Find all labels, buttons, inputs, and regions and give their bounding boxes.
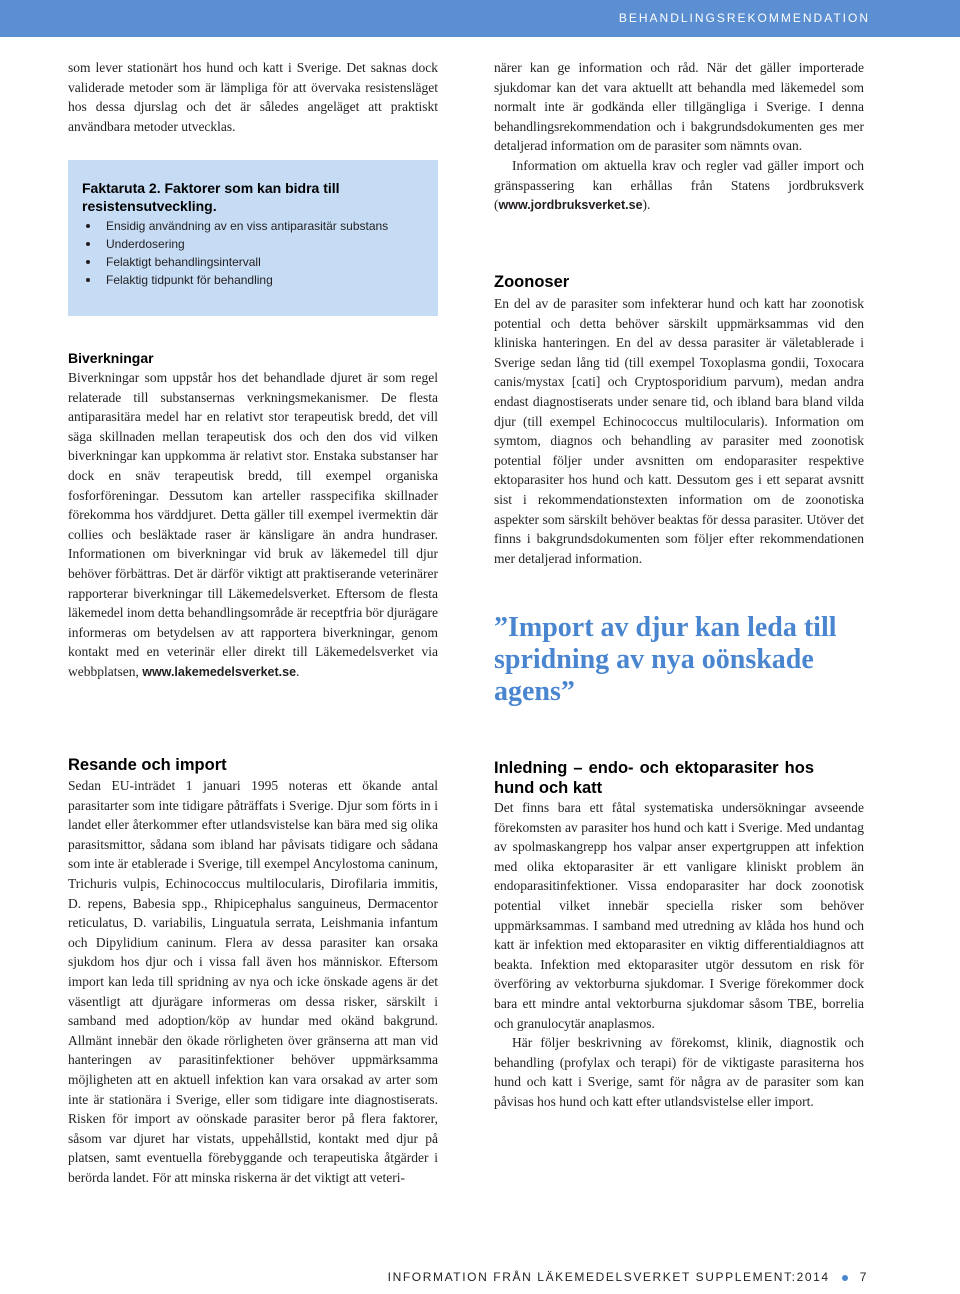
- right-intro: [494, 58, 864, 216]
- pullquote: ”Import av djur kan leda till spridning av nya oönskade agens”: [494, 612, 837, 707]
- footer-dot-icon: [842, 1275, 848, 1281]
- biverkningar-text: [68, 368, 438, 683]
- factbox-item: Felaktig tidpunkt för behandling: [82, 271, 388, 289]
- resande-text: Sedan EU-inträdet 1 januari 1995 noteras ett ökande antal parasitarter som inte tidigare påträffats i Sverige. Djur som förts in i landet eller återkommer efter utlandsvistelse kan bära med sig olika parasitsmittor, sådana som ibland har påvisats tidigare och sådana som inte är etablerade i Sverige, till exempel Ancylostoma caninum, Trichuris vulpis, Echinococcus multilocularis, Dirofilaria immitis, D. repens, Babesia spp., Rhipicephalus sanguineus, Dermacentor reticulatus, D. variabilis, Linguatula serrata, Leishmania infantum och Dipylidium caninum. Flera av dessa parasiter kan orsaka sjukdom hos djur och i vissa fall även hos människor. Eftersom import kan leda till spridning av nya och icke önskade agens är det väsentligt att djurägare informeras om dessa risker, särskilt i samband med adoption/köp av hundar med okänd bakgrund. Allmänt innebär den ökade rörligheten över gränserna att man vid hanteringen av parasitinfektioner behöver uppmärksamma möjligheten att en aktuell infektion kan vara orsakad av arter som inte är stationära i Sverige, eller som tidigare inte diagnostiserats. Risken för import av oönskade parasiter beror på flera faktorer, såsom var djuret har vistats, uppehållstid, kontakt med djur på platsen, samt eventuella förebyggande och terapeutiska åtgärder i berörda landet. För att minska riskerna är det viktigt att veteri-: [68, 778, 438, 1185]
- biverkningar-body: Biverkningar som uppstår hos det behandlade djuret är som regel relaterade till substansernas verkningsmekanismer. De flesta antiparasitära medel har en relativt stor terapeutisk bredd, det vill säga skillnaden mellan terapeutisk dos och den dos vid vilken biverkningar kan uppkomma är relativt stor. Enstaka substanser har dock en snäv terapeutisk bredd, till exempel organiska fosforföreningar. Dessutom kan arteller rasspecifika skillnader förekomma hos värddjuret. Detta gäller till exempel ivermektin där collies och besläktade raser är känsligare än andra hundraser. Informationen om biverkningar vid bruk av läkemedel till djur behöver förbättras. Det är därför viktigt att praktiserande veterinärer rapporterar biverkningar till Läkemedelsverket. Eftersom de flesta läkemedel inom detta behandlingsområde är receptfria bör djurägare informeras om betydelsen av att rapportera biverkningar, genom kontakt med en veterinär eller direkt till Läkemedelsverket via webbplatsen,: [68, 370, 438, 679]
- right-intro-text: närer kan ge information och råd. När det gäller importerade sjukdomar kan det vara aktuellt att behandla med läkemedel som normalt inte är godkända eller tillgängliga i Sverige. I denna behandlingsrekommendation och i bakgrundsdokumenten ges mer detaljerad information om de parasiter som nämnts ovan.: [494, 60, 864, 154]
- factbox-item: Felaktigt behandlingsintervall: [82, 253, 388, 271]
- inledning-text: Det finns bara ett fåtal systematiska undersökningar avseende förekomsten av parasiter hos hund och katt i Sverige. Med undantag av spolmaskangrepp hos valpar anser expertgruppen att infektion med olika ektoparasiter är ett vanligare kliniskt problem än endoparasitinfektioner. Vissa endoparasiter har dock zoonotisk potential vilket innebär speciella risker som behöver uppmärksammas. I samband med utredning av klåda hos hund och katt är infektion med ektoparasiter en viktig differentialdiagnos att beakta. Infektion med ektoparasiter utgör dessutom en risk för överföring av vektorburna sjukdomar. I Sverige förekommer dock bara ett mindre antal vektorburna sjukdomar såsom TBE, borrelia och granulocytär anaplasmos.: [494, 800, 864, 1031]
- inledning-section: [494, 758, 864, 1112]
- intro2-prefix: Information om aktuella krav och regler vad gäller import och gränspassering kan erhållas från Statens jordbruksverk (: [494, 157, 864, 213]
- header-bar: [0, 0, 960, 37]
- inledning-text-2: Här följer beskrivning av förekomst, klinik, diagnostik och behandling (profylax och terapi) för de viktigaste parasiterna hos hund och katt i Sverige, samt för några av de parasiter som kan påvisas hos hund och katt efter utlandsvistelse eller import.: [494, 1035, 864, 1109]
- factbox: [68, 160, 438, 316]
- zoonoser-heading: Zoonoser: [494, 273, 570, 291]
- factbox-list: [82, 217, 388, 289]
- left-intro-text: som lever stationärt hos hund och katt i Sverige. Det saknas dock validerade metoder som är lämpliga för att övervaka resistensläget hos dessa djurslag och det är således angeläget att praktiskt användbara metoder utvecklas.: [68, 60, 438, 134]
- jordbruksverket-link[interactable]: www.jordbruksverket.se: [498, 198, 643, 213]
- zoonoser-text: En del av de parasiter som infekterar hund och katt har zoonotisk potential och detta behöver särskilt uppmärksammas vid den kliniska hanteringen. En del av dessa parasiter är väletablerade i Sverige sedan lång tid (till exempel Toxoplasma gondii, Toxocara canis/mystax [cati] och Cryptosporidium parvum), medan andra endast diagnostiserats under senare tid, och ibland bara bland vilda djur (till exempel Echinococcus multilocularis). Information om symtom, diagnos och behandling av parasiter med zoonotisk potential följer under avsnitten om endoparasiter respektive ektoparasiter hos hund och katt. Dessutom ges i ett separat avsnitt sist i rekommendationstexten information om de zoonotiska aspekter som särskilt behöver beaktas för dessa parasiter. Utöver det finns i bakgrundsdokumenten som följer efter rekommendationen mer detaljerad information.: [494, 296, 864, 566]
- lakemedelsverket-link[interactable]: www.lakemedelsverket.se: [142, 664, 297, 679]
- left-intro: [68, 58, 438, 136]
- biverkningar-heading: Biverkningar: [68, 350, 154, 366]
- intro2-suffix: ).: [642, 197, 651, 213]
- footer-publication: INFORMATION FRÅN LÄKEMEDELSVERKET SUPPLEMENT:2014: [387, 1270, 830, 1284]
- section-label: BEHANDLINGSREKOMMENDATION: [618, 11, 870, 25]
- resande-heading: Resande och import: [68, 756, 227, 774]
- footer: [388, 1270, 868, 1284]
- page-number: 7: [859, 1270, 868, 1284]
- resande-section: [68, 754, 438, 1187]
- biverkningar-section: [68, 348, 438, 683]
- link-suffix: .: [296, 663, 300, 679]
- inledning-heading: Inledning – endo- och ektoparasiter hos hund och katt: [494, 759, 814, 797]
- zoonoser-section: [494, 270, 864, 568]
- factbox-item: Ensidig användning av en viss antiparasitär substans: [82, 217, 388, 235]
- right-intro-text-2: [494, 156, 864, 216]
- factbox-title: Faktaruta 2. Faktorer som kan bidra till resistensutveckling.: [82, 180, 340, 214]
- factbox-item: Underdosering: [82, 235, 388, 253]
